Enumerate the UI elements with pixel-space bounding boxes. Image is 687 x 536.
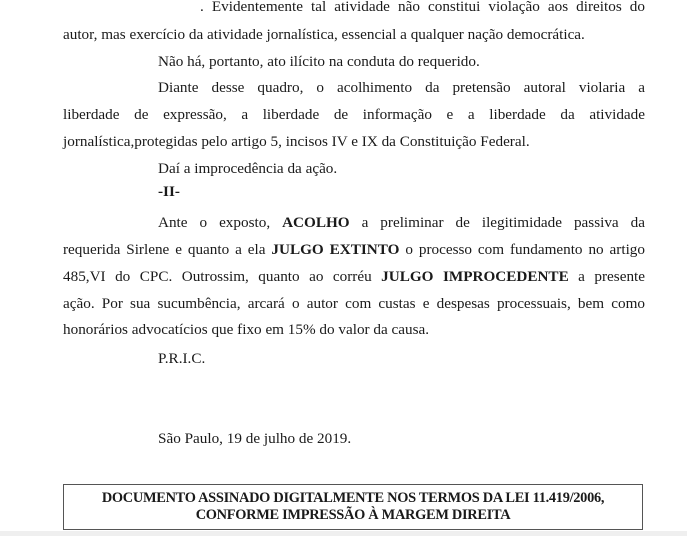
paragraph-text: a preliminar de ilegitimidade passiva da — [349, 214, 645, 231]
page-bottom-edge — [0, 531, 687, 536]
paragraph-line — [63, 294, 645, 314]
paragraph-line — [158, 159, 337, 179]
place-date — [158, 429, 351, 449]
paragraph-text: Diante desse quadro, o acolhimento da pretensão autoral violaria a — [158, 79, 645, 96]
paragraph-text: requerida Sirlene e quanto a ela — [63, 241, 272, 258]
ruling-keyword: ACOLHO — [282, 214, 350, 231]
signature-notice-line: CONFORME IMPRESSÃO À MARGEM DIREITA — [195, 507, 511, 523]
section-marker — [158, 182, 180, 202]
signature-notice-line: DOCUMENTO ASSINADO DIGITALMENTE NOS TERMOS DA LEI 11.419/2006, — [101, 490, 605, 506]
paragraph-text: liberdade de expressão, a liberdade de informação e a liberdade da atividade — [63, 106, 645, 123]
paragraph-text: ação. Por sua sucumbência, arcará o autor com custas e despesas processuais, bem como — [63, 295, 645, 312]
paragraph-text: . Evidentemente tal atividade não constitui violação aos direitos do — [200, 0, 645, 15]
paragraph-text: 485,VI do CPC. Outrossim, quanto ao corréu — [63, 268, 382, 285]
section-marker-text: -II- — [158, 183, 180, 200]
ruling-keyword: JULGO IMPROCEDENTE — [381, 268, 569, 285]
paragraph-text: o processo com fundamento no artigo — [399, 241, 645, 258]
paragraph-text: Ante o exposto, — [158, 214, 283, 231]
paragraph-line — [63, 105, 645, 125]
paragraph-text: jornalística,protegidas pelo artigo 5, incisos IV e IX da Constituição Federal. — [63, 133, 530, 150]
place-date-text: São Paulo, 19 de julho de 2019. — [158, 430, 352, 447]
paragraph-line — [63, 132, 530, 152]
paragraph-text: honorários advocatícios que fixo em 15% do valor da causa. — [63, 321, 430, 338]
digital-signature-notice — [63, 484, 643, 530]
ruling-keyword: JULGO EXTINTO — [271, 241, 400, 258]
paragraph-text: Não há, portanto, ato ilícito na conduta do requerido. — [158, 53, 480, 70]
pric-line — [158, 349, 205, 369]
pric-text: P.R.I.C. — [158, 350, 206, 367]
paragraph-line — [158, 78, 645, 98]
paragraph-line — [158, 52, 480, 72]
paragraph-line — [63, 320, 429, 340]
paragraph-line — [158, 213, 645, 233]
paragraph-text: Daí a improcedência da ação. — [158, 160, 338, 177]
paragraph-text: a presente — [568, 268, 645, 285]
paragraph-line — [200, 0, 645, 17]
paragraph-text: autor, mas exercício da atividade jornalística, essencial a qualquer nação democrática. — [63, 26, 585, 43]
paragraph-line — [63, 240, 645, 260]
paragraph-line — [63, 25, 585, 45]
paragraph-line — [63, 267, 645, 287]
